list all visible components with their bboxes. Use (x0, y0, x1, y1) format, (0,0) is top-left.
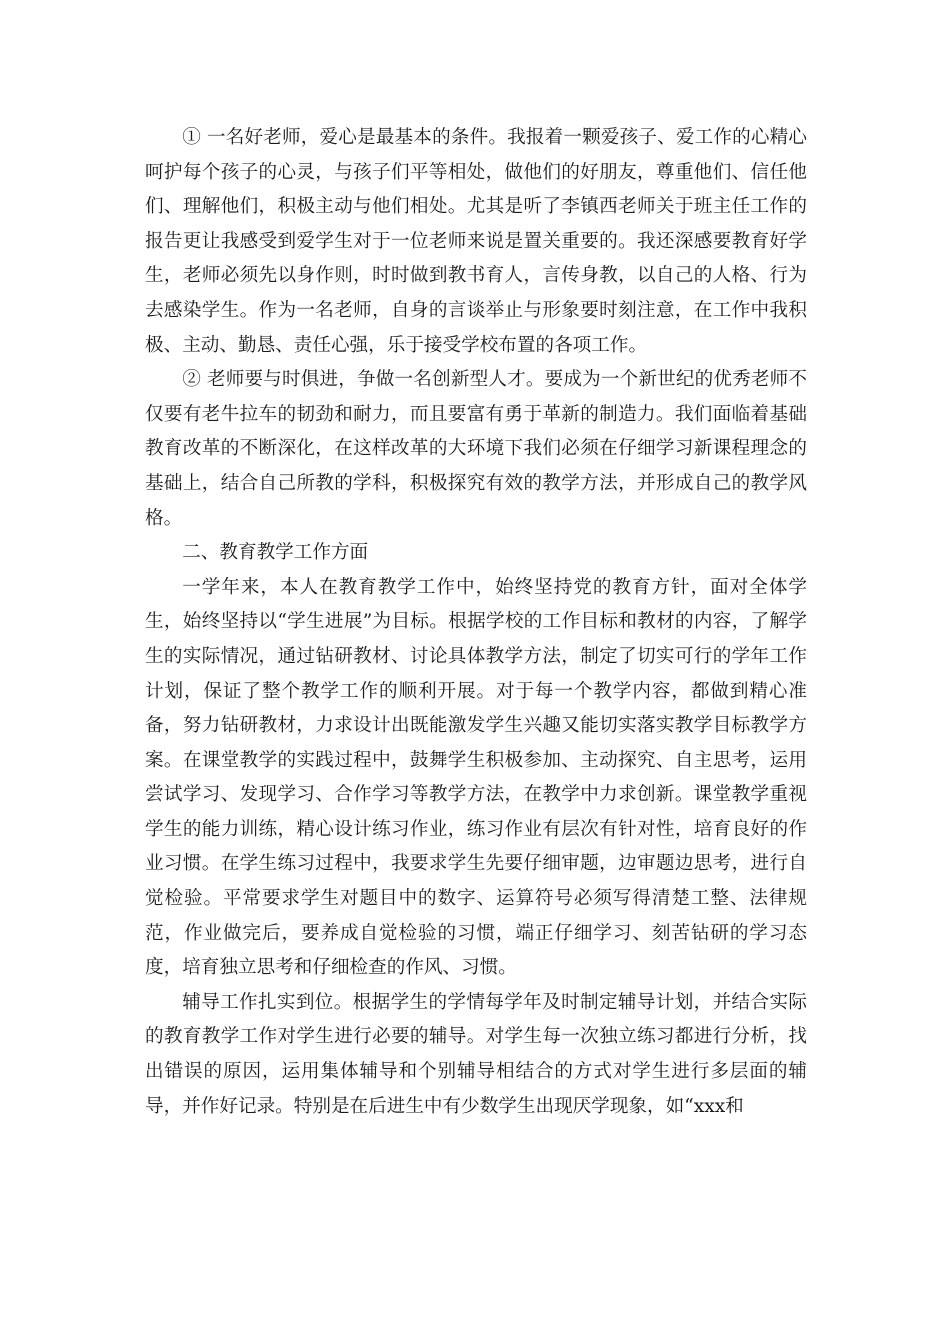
section-heading-teaching-work: 二、教育教学工作方面 (182, 542, 369, 564)
document-body (145, 121, 807, 1124)
paragraph-tutoring-work: 辅导工作扎实到位。根据学生的学情每学年及时制定辅导计划，并结合实际的教育教学工作对学生进行必要的辅导。对学生每一次独立练习都进行分析，找出错误的原因，运用集体辅导和个别辅导相结合的方式对学生进行多层面的辅导，并作好记录。特别是在后进生中有少数学生出现厌学现象，如“xxx和 (145, 991, 807, 1117)
paragraph-keep-pace-with-times: ② 老师要与时俱进，争做一名创新型人才。要成为一个新世纪的优秀老师不仅要有老牛拉车的韧劲和耐力，而且要富有勇于革新的制造力。我们面临着基础教育改革的不断深化，在这样改革的大环境下我们必须在仔细学习新课程理念的基础上，结合自己所教的学科，积极探究有效的教学方法，并形成自己的教学风格。 (145, 369, 807, 529)
paragraph-teaching-work: 一学年来，本人在教育教学工作中，始终坚持党的教育方针，面对全体学生，始终坚持以“学生进展”为目标。根据学校的工作目标和教材的内容，了解学生的实际情况，通过钻研教材、讨论具体教学方法，制定了切实可行的学年工作计划，保证了整个教学工作的顺利开展。对于每一个教学内容，都做到精心准备，努力钻研教材，力求设计出既能激发学生兴趣又能切实落实教学目标教学方案。在课堂教学的实践过程中，鼓舞学生积极参加、主动探究、自主思考，运用尝试学习、发现学习、合作学习等教学方法，在教学中力求创新。课堂教学重视学生的能力训练，精心设计练习作业，练习作业有层次有针对性，培育良好的作业习惯。在学生练习过程中，我要求学生先要仔细审题，边审题边思考，进行自觉检验。平常要求学生对题目中的数字、运算符号必须写得清楚工整、法律规范，作业做完后，要养成自觉检验的习惯，端正仔细学习、刻苦钻研的学习态度，培育独立思考和仔细检查的作风、习惯。 (145, 576, 807, 979)
paragraph-love-for-students: ① 一名好老师，爱心是最基本的条件。我报着一颗爱孩子、爱工作的心精心呵护每个孩子的心灵，与孩子们平等相处，做他们的好朋友，尊重他们、信任他们、理解他们，积极主动与他们相处。尤其是听了李镇西老师关于班主任工作的报告更让我感受到爱学生对于一位老师来说是置关重要的。我还深感要教育好学生，老师必须先以身作则，时时做到教书育人，言传身教，以自己的人格、行为去感染学生。作为一名老师，自身的言谈举止与形象要时刻注意，在工作中我积极、主动、勤恳、责任心强，乐于接受学校布置的各项工作。 (145, 127, 807, 356)
